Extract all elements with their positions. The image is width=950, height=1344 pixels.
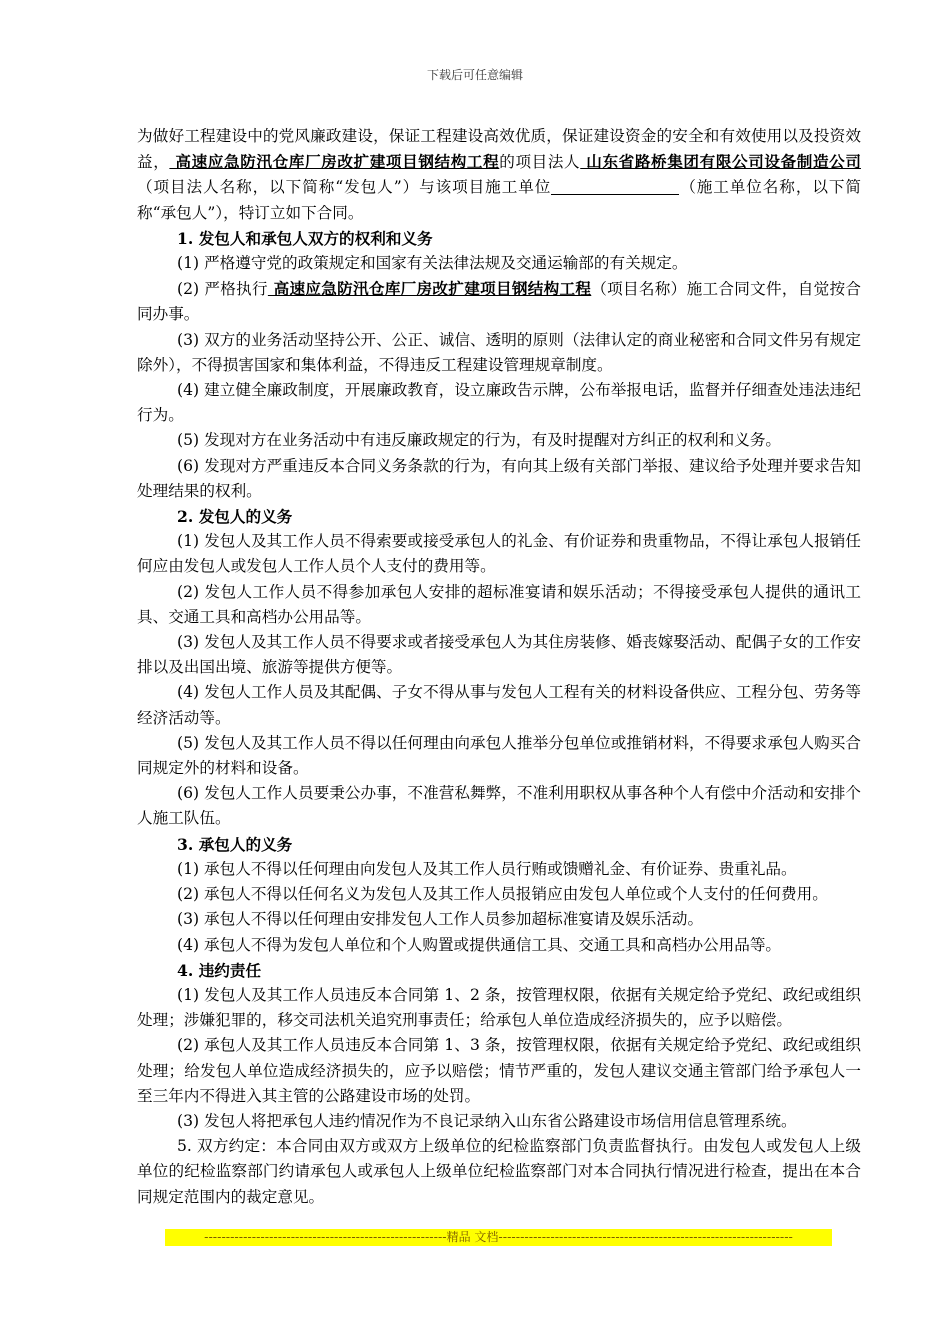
section-1-item-1: (1) 严格遵守党的政策规定和国家有关法律法规及交通运输部的有关规定。	[177, 254, 688, 273]
contract-body	[137, 124, 861, 1210]
item-text: (2) 严格执行	[177, 280, 268, 299]
section-3-item-3: (3) 承包人不得以任何理由安排发包人工作人员参加超标准宴请及娱乐活动。	[177, 910, 704, 929]
section-2-item-1: (1) 发包人及其工作人员不得索要或接受承包人的礼金、有价证券和贵重物品，不得让承包人报销任何应由发包人或发包人工作人员个人支付的费用等。	[137, 532, 861, 576]
section-2-item-3: (3) 发包人及其工作人员不得要求或者接受承包人为其住房装修、婚丧嫁娶活动、配偶子女的工作安排以及出国出境、旅游等提供方便等。	[137, 633, 861, 677]
section-4-item-3: (3) 发包人将把承包人违约情况作为不良记录纳入山东省公路建设市场信用信息管理系统。	[177, 1111, 797, 1130]
section-3-item-2: (2) 承包人不得以任何名义为发包人及其工作人员报销应由发包人单位或个人支付的任何费用。	[177, 885, 828, 904]
section-2-item-4: (4) 发包人工作人员及其配偶、子女不得从事与发包人工程有关的材料设备供应、工程分包、劳务等经济活动等。	[137, 683, 861, 727]
section-1-title: 1. 发包人和承包人双方的权利和义务	[177, 228, 433, 248]
project-name: 高速应急防汛仓库厂房改扩建项目钢结构工程	[267, 279, 592, 299]
section-2-item-5: (5) 发包人及其工作人员不得以任何理由向承包人推举分包单位或推销材料，不得要求承包人购买合同规定外的材料和设备。	[137, 733, 861, 778]
legal-person-name: 山东省路桥集团有限公司设备制造公司	[580, 152, 861, 172]
section-3-item-1: (1) 承包人不得以任何理由向发包人及其工作人员行贿或馈赠礼金、有价证券、贵重礼品。	[177, 859, 797, 878]
section-2-title: 2. 发包人的义务	[177, 507, 293, 527]
intro-text-4: （施工单位名称，以下简称“承包人”），特订立如下合同。	[137, 178, 861, 222]
section-2-item-2: (2) 发包人工作人员不得参加承包人安排的超标准宴请和娱乐活动；不得接受承包人提供的通讯工具、交通工具和高档办公用品等。	[137, 582, 861, 626]
section-3-title: 3. 承包人的义务	[177, 834, 293, 854]
footer-banner: --------------------------------------------------------精品 文档--------------------------------------------------------------------	[165, 1229, 832, 1246]
intro-paragraph	[137, 124, 861, 226]
section-1-item-4: (4) 建立健全廉政制度，开展廉政教育，设立廉政告示牌，公布举报电话，监督并仔细查处违法违纪行为。	[137, 381, 861, 425]
section-4-item-2: (2) 承包人及其工作人员违反本合同第 1、3 条，按管理权限，依据有关规定给予党纪、政纪或组织处理；给发包人单位造成经济损失的，应予以赔偿；情节严重的，发包人建议交通主管部门给予承包人一至三年内不得进入其主管的公路建设市场的处罚。	[137, 1036, 861, 1105]
intro-text-3: （项目法人名称，以下简称“发包人”）与该项目施工单位	[137, 178, 552, 197]
section-1-item-6: (6) 发现对方严重违反本合同义务条款的行为，有向其上级有关部门举报、建议给予处理并要求告知处理结果的权利。	[137, 456, 861, 500]
section-1-item-2	[137, 276, 861, 327]
item-text: （项目名称）施工合同文件，自觉按合同办事。	[137, 280, 861, 324]
section-4-item-1: (1) 发包人及其工作人员违反本合同第 1、2 条，按管理权限，依据有关规定给予党纪、政纪或组织处理；涉嫌犯罪的，移交司法机关追究刑事责任；给承包人单位造成经济损失的，应予以赔偿。	[137, 985, 861, 1030]
section-1-item-5: (5) 发现对方在业务活动中有违反廉政规定的行为，有及时提醒对方纠正的权利和义务。	[177, 431, 782, 450]
header-note: 下载后可任意编辑	[426, 68, 523, 82]
contractor-blank	[551, 176, 679, 195]
section-3-item-4: (4) 承包人不得为发包人单位和个人购置或提供通信工具、交通工具和高档办公用品等。	[177, 935, 782, 954]
section-2-item-6: (6) 发包人工作人员要秉公办事，不准营私舞弊，不准利用职权从事各种个人有偿中介活动和安排个人施工队伍。	[137, 784, 861, 828]
intro-text: 为做好工程建设中的党风廉政建设，保证工程建设高效优质，保证建设资金的安全和有效使用以及投资效益，	[137, 127, 861, 172]
section-5-paragraph: 5. 双方约定：本合同由双方或双方上级单位的纪检监察部门负责监督执行。由发包人或发包人上级单位的纪检监察部门约请承包人或承包人上级单位纪检监察部门对本合同执行情况进行检查，提出在本合同规定范围内的裁定意见。	[137, 1137, 861, 1206]
section-4-title: 4. 违约责任	[177, 960, 262, 980]
project-name: 高速应急防汛仓库厂房改扩建项目钢结构工程	[169, 152, 500, 172]
section-1-item-3: (3) 双方的业务活动坚持公开、公正、诚信、透明的原则（法律认定的商业秘密和合同文件另有规定除外），不得损害国家和集体利益，不得违反工程建设管理规章制度。	[137, 330, 861, 374]
intro-text-2: 的项目法人	[499, 153, 581, 172]
